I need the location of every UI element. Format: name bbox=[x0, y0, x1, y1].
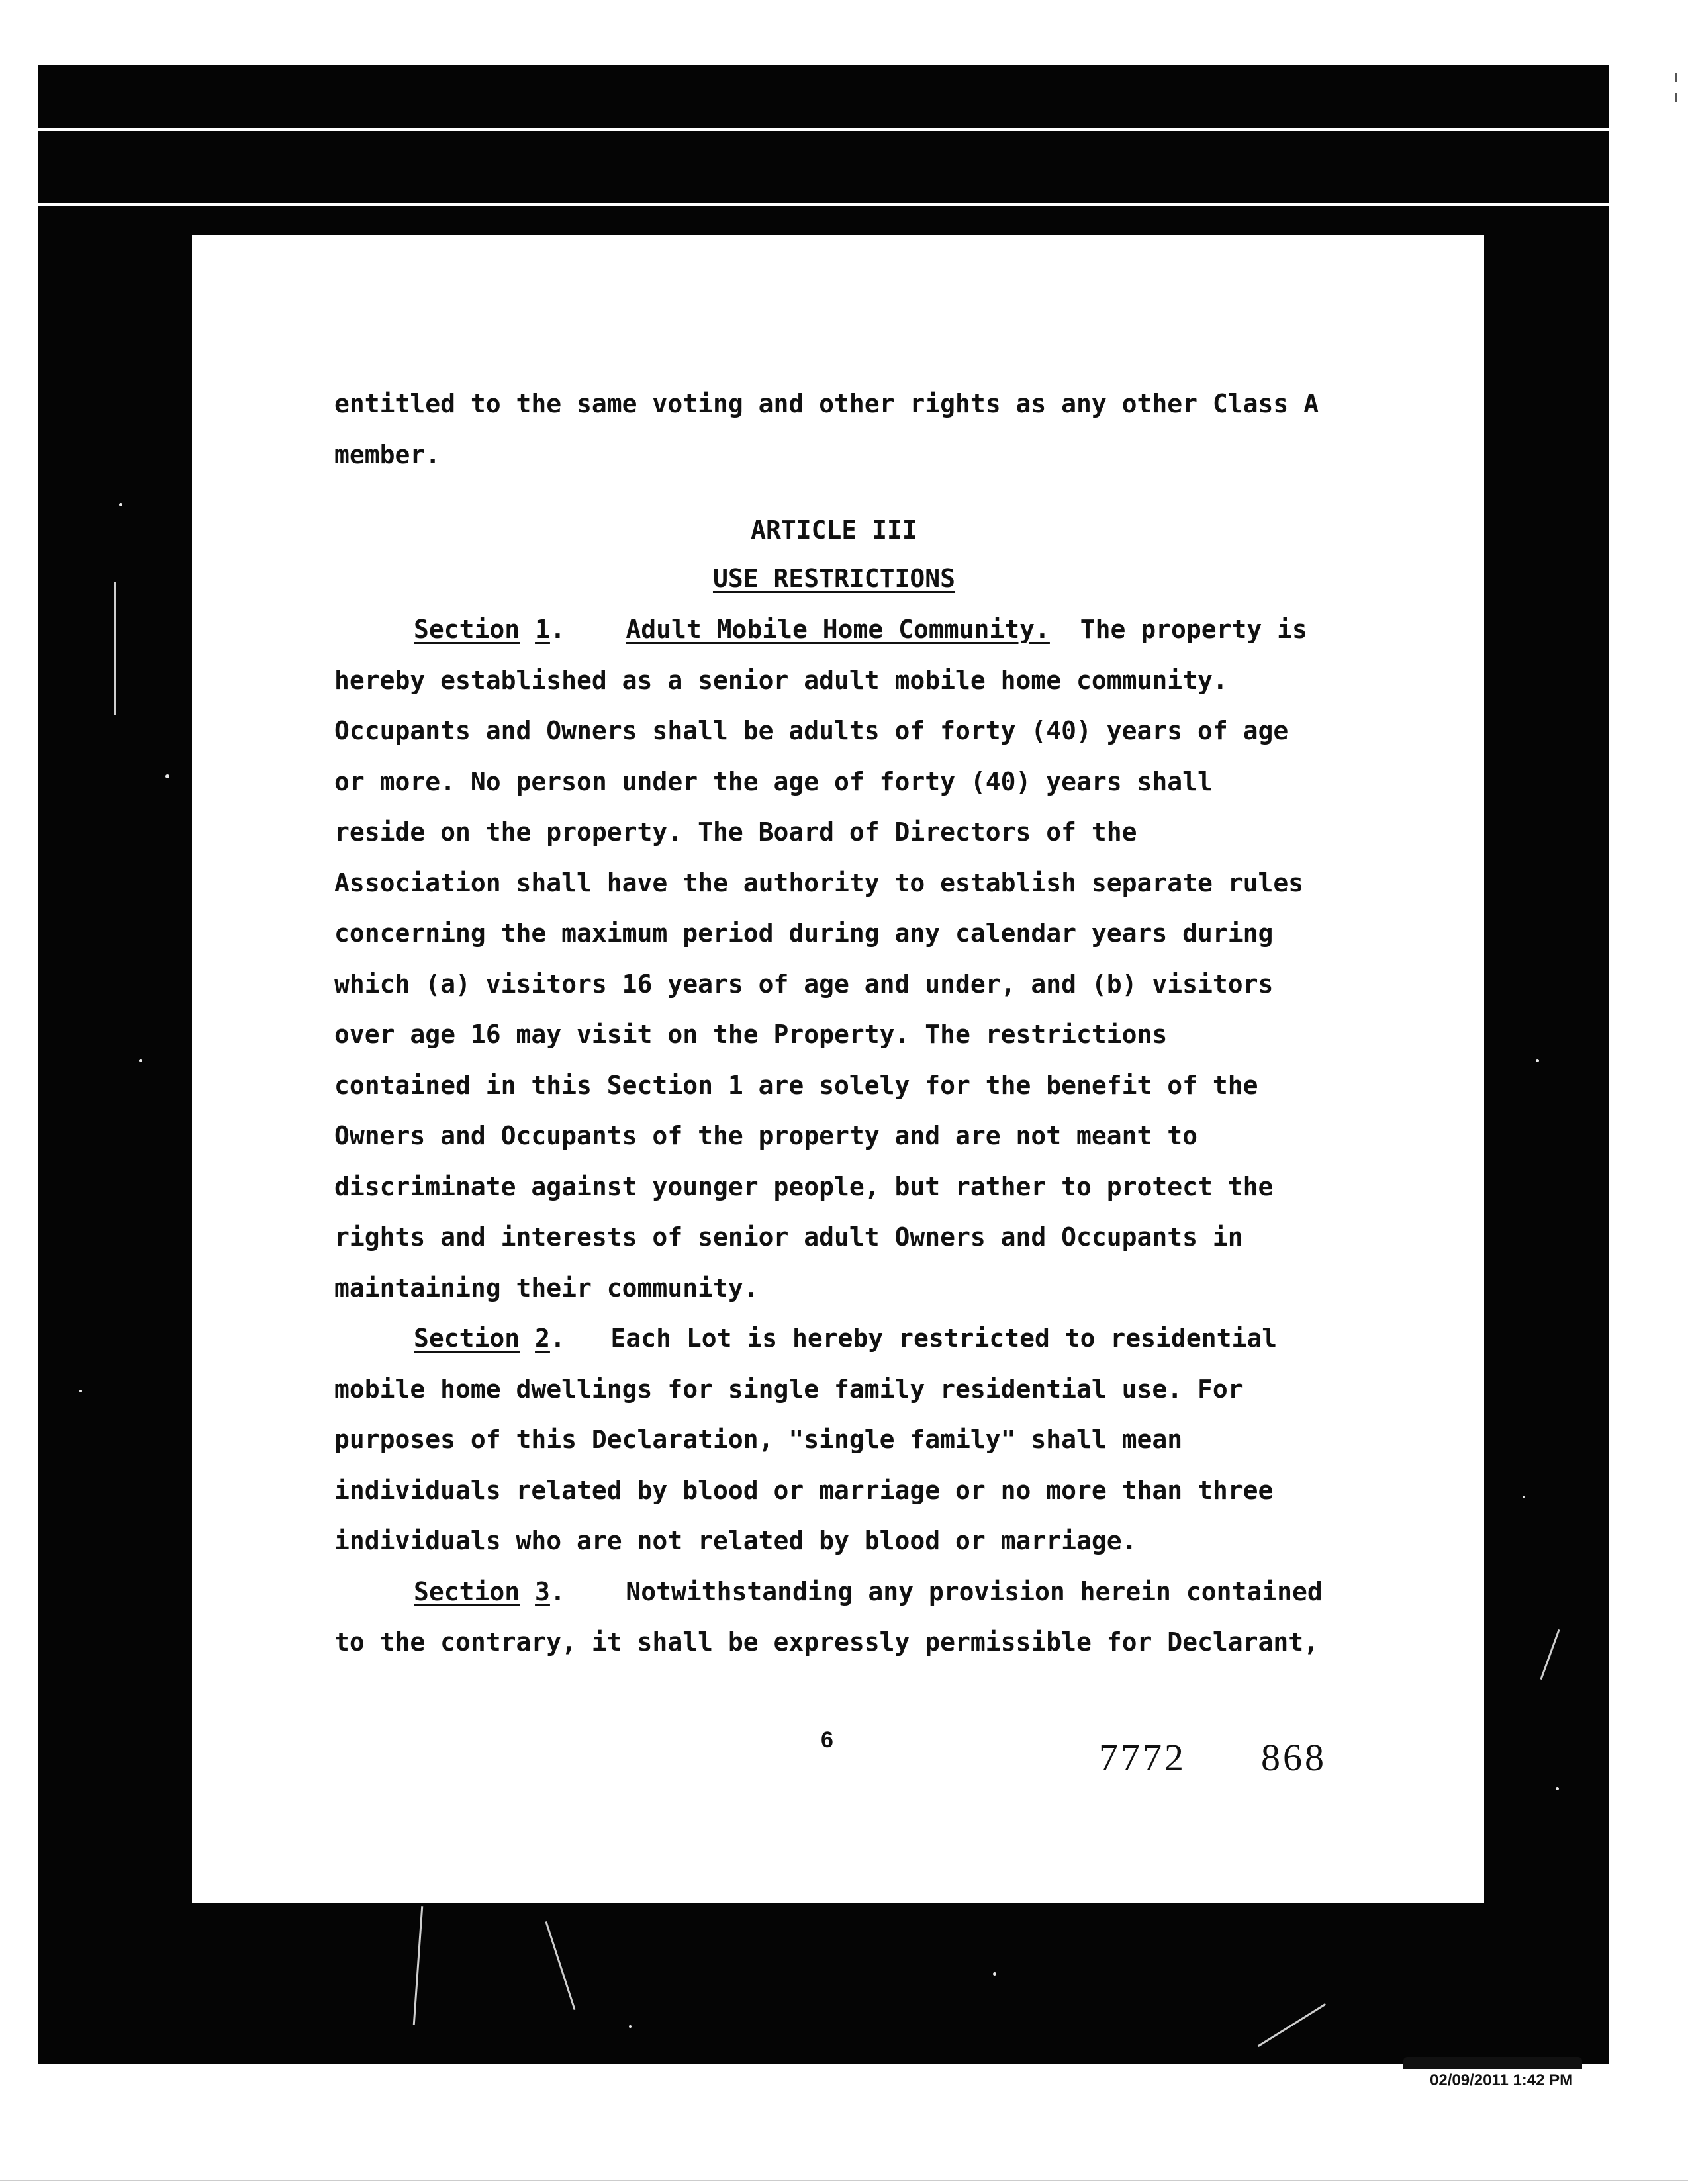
text-line-content: purposes of this Declaration, "single family" shall mean bbox=[334, 1425, 1183, 1454]
text-line-content: individuals related by blood or marriage or no more than three bbox=[334, 1475, 1274, 1505]
text-line-content: hereby established as a senior adult mobile home community. bbox=[334, 665, 1228, 695]
text-line bbox=[334, 1009, 1334, 1060]
text-line-content: Notwithstanding any provision herein contained bbox=[626, 1576, 1323, 1606]
text-line bbox=[334, 1060, 1334, 1111]
bottom-edge-line bbox=[0, 2180, 1688, 2181]
text-line bbox=[334, 959, 1334, 1010]
cropped-page-label bbox=[1403, 2057, 1582, 2069]
text-line bbox=[334, 1364, 1334, 1415]
scan-speck bbox=[993, 1972, 996, 1976]
text-line-content: or more. No person under the age of forty (40) years shall bbox=[334, 766, 1213, 796]
text-line bbox=[334, 1212, 1334, 1263]
text-line bbox=[334, 756, 1334, 807]
text-line bbox=[334, 705, 1334, 756]
text-line bbox=[334, 1617, 1334, 1668]
text-line bbox=[334, 858, 1334, 909]
text-line-content: maintaining their community. bbox=[334, 1273, 759, 1302]
text-line-content: Each Lot is hereby restricted to residential bbox=[610, 1324, 1278, 1353]
section-3-first-line: Section 3 . Notwithstanding any provision herein contained bbox=[334, 1567, 1334, 1617]
text-line bbox=[334, 908, 1334, 959]
scan-speck bbox=[1523, 1496, 1525, 1498]
text-line bbox=[334, 430, 1334, 480]
scan-band-line bbox=[38, 203, 1609, 206]
edge-mark bbox=[1675, 93, 1677, 102]
text-line bbox=[334, 1465, 1334, 1516]
section-number: 2 bbox=[535, 1324, 550, 1353]
text-line bbox=[334, 379, 1334, 430]
text-line bbox=[334, 1111, 1334, 1161]
scan-speck bbox=[165, 774, 169, 778]
text-line-content: which (a) visitors 16 years of age and under, and (b) visitors bbox=[334, 969, 1274, 999]
text-line-content: member. bbox=[334, 439, 441, 469]
scan-speck bbox=[119, 503, 122, 506]
text-line bbox=[334, 1516, 1334, 1567]
scan-speck bbox=[1556, 1787, 1559, 1790]
book-page-number: 868 bbox=[1261, 1736, 1327, 1779]
text-line-content: The property is bbox=[1080, 615, 1307, 644]
text-line bbox=[334, 1263, 1334, 1314]
scan-speck bbox=[1536, 1059, 1539, 1062]
scan-speck bbox=[79, 1390, 82, 1392]
scan-streak bbox=[114, 582, 116, 715]
print-timestamp: 02/09/2011 1:42 PM bbox=[1430, 2071, 1573, 2089]
text-line bbox=[334, 807, 1334, 858]
page-number: 6 bbox=[821, 1727, 833, 1752]
text-line-content: Owners and Occupants of the property and are not meant to bbox=[334, 1121, 1198, 1150]
heading-article bbox=[334, 505, 1334, 556]
section-label: Section bbox=[414, 1576, 520, 1606]
heading-text: USE RESTRICTIONS bbox=[712, 563, 956, 593]
text-line-content: Association shall have the authority to establish separate rules bbox=[334, 868, 1304, 897]
text-line bbox=[334, 1414, 1334, 1465]
text-line-content: individuals who are not related by blood or marriage. bbox=[334, 1526, 1137, 1555]
heading-text: ARTICLE III bbox=[751, 516, 917, 545]
text-line-content: concerning the maximum period during any calendar years during bbox=[334, 919, 1274, 948]
text-line-content: to the contrary, it shall be expressly permissible for Declarant, bbox=[334, 1627, 1319, 1657]
document-body bbox=[334, 379, 1334, 480]
section-label: Section bbox=[414, 1324, 520, 1353]
text-line-content: over age 16 may visit on the Property. The restrictions bbox=[334, 1020, 1168, 1049]
scan-speck bbox=[629, 2025, 632, 2028]
edge-mark bbox=[1675, 73, 1677, 82]
heading-use-restrictions bbox=[334, 553, 1334, 604]
text-line-content: entitled to the same voting and other rights as any other Class A bbox=[334, 389, 1319, 418]
text-line bbox=[334, 655, 1334, 706]
section-title: Adult Mobile Home Community. bbox=[626, 615, 1050, 644]
article-heading bbox=[334, 505, 1334, 604]
scan-band-line bbox=[38, 128, 1609, 131]
section-1 bbox=[334, 604, 1334, 1668]
text-line-content: reside on the property. The Board of Directors of the bbox=[334, 817, 1137, 846]
text-line-content: Occupants and Owners shall be adults of forty (40) years of age bbox=[334, 716, 1289, 745]
text-line-content: rights and interests of senior adult Owners and Occupants in bbox=[334, 1222, 1243, 1251]
text-line bbox=[334, 1161, 1334, 1212]
scan-speck bbox=[139, 1059, 142, 1062]
section-number: 3 bbox=[535, 1576, 550, 1606]
section-number: 1 bbox=[535, 615, 550, 644]
book-number: 7772 bbox=[1099, 1736, 1186, 1779]
text-line-content: mobile home dwellings for single family residential use. For bbox=[334, 1374, 1243, 1404]
section-1-first-line: Section 1 . Adult Mobile Home Community. The property is bbox=[334, 604, 1334, 655]
section-label: Section bbox=[414, 615, 520, 644]
section-2-first-line: Section 2 . Each Lot is hereby restricted to residential bbox=[334, 1313, 1334, 1364]
text-line-content: contained in this Section 1 are solely for the benefit of the bbox=[334, 1070, 1258, 1100]
text-line-content: discriminate against younger people, but rather to protect the bbox=[334, 1171, 1274, 1201]
